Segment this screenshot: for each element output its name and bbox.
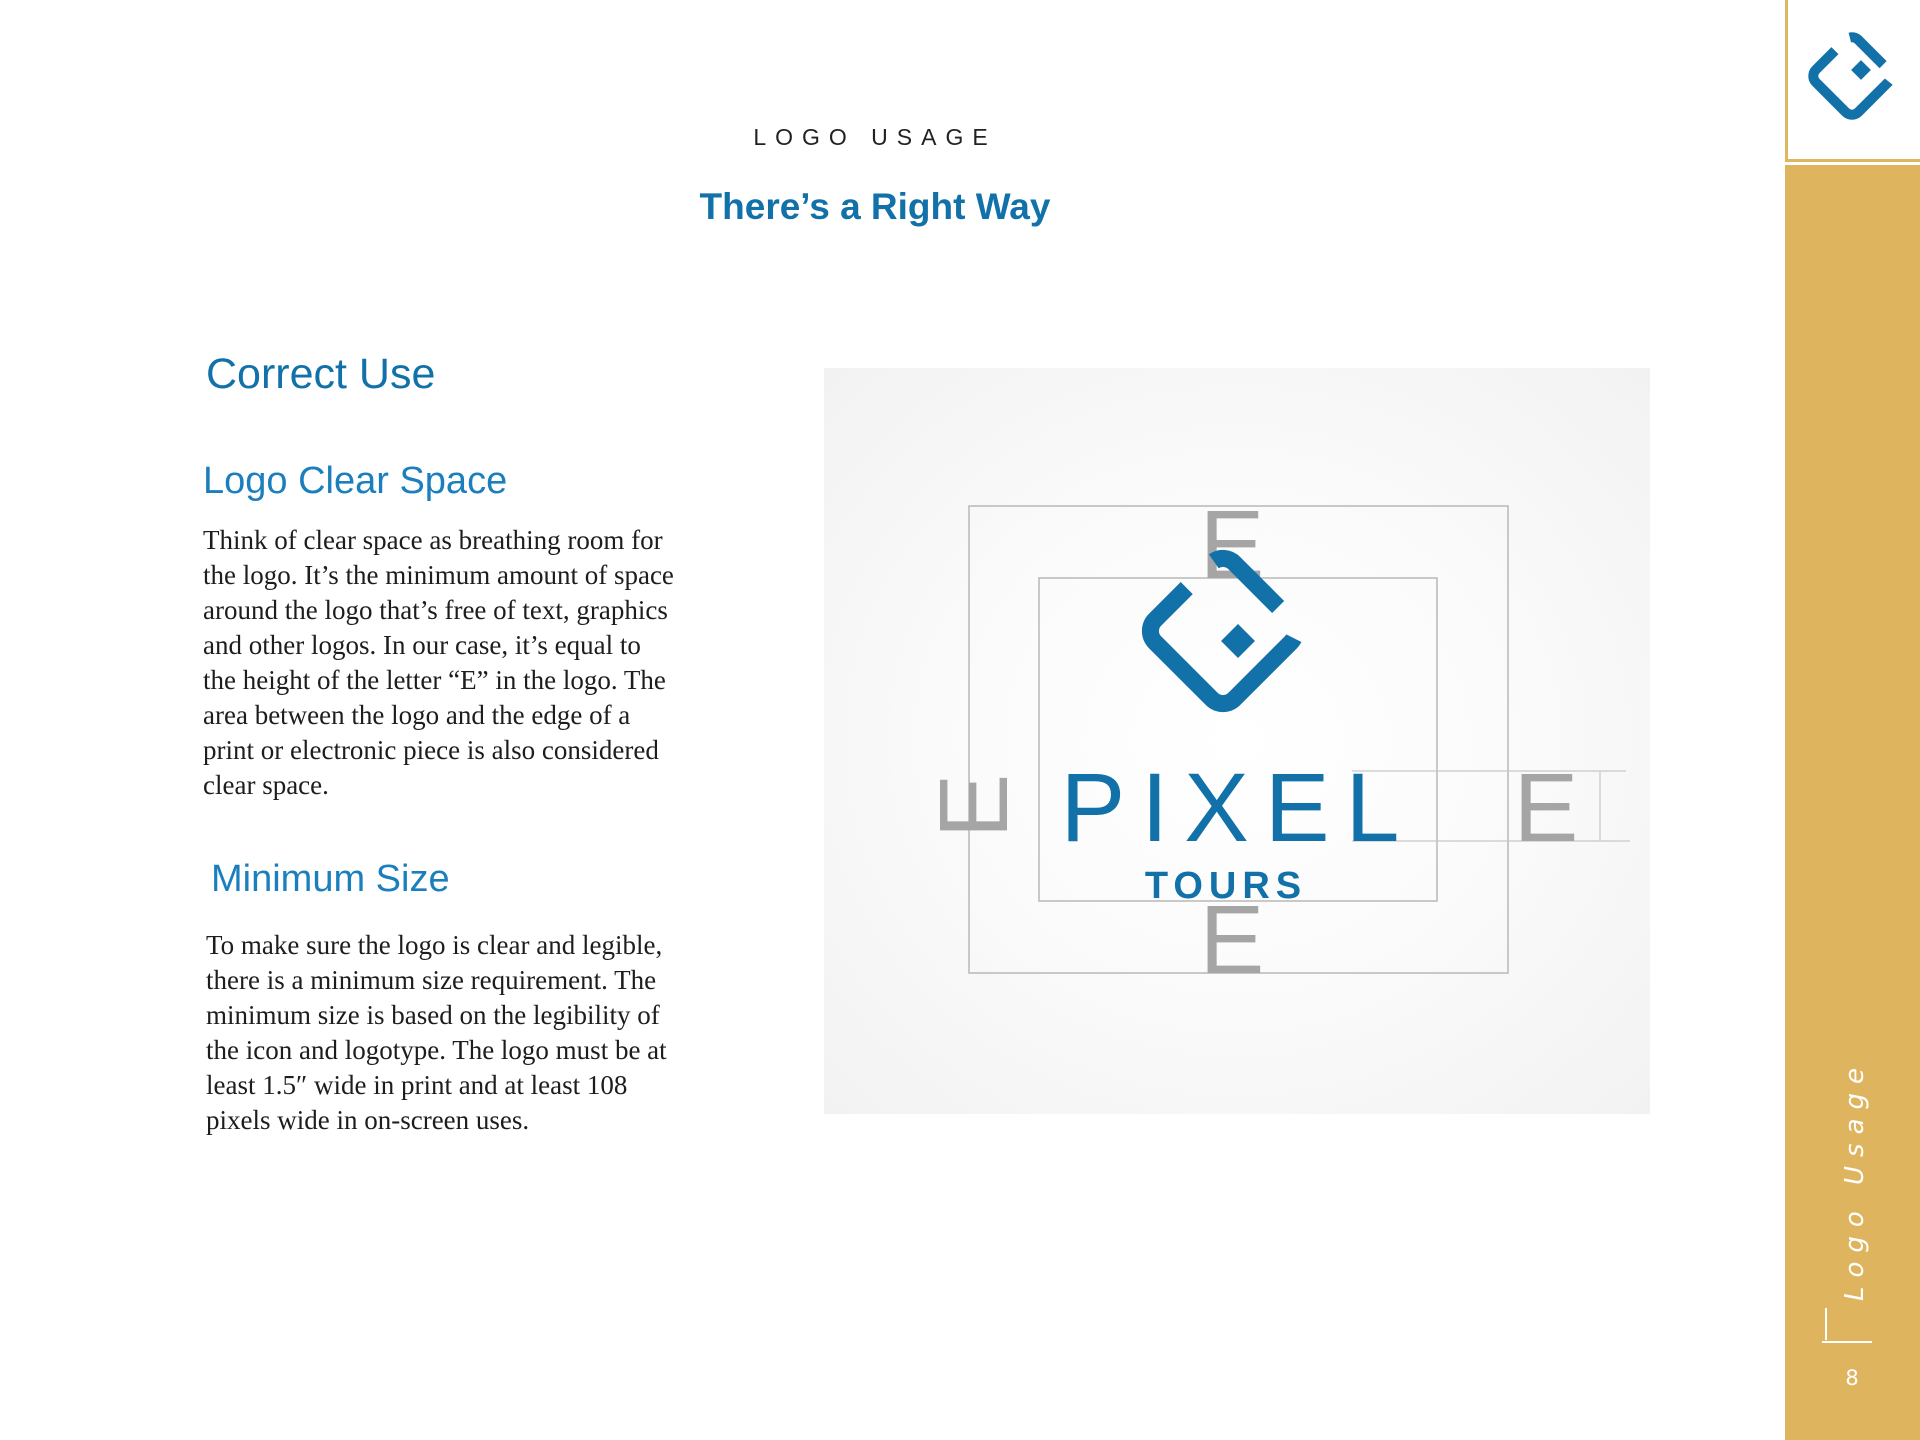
text-line: the logo. It’s the minimum amount of space <box>203 560 674 590</box>
text-line: the height of the letter “E” in the logo. The <box>203 665 666 695</box>
logo-tagline: TOURS <box>1144 865 1308 907</box>
clear-space-heading: Logo Clear Space <box>203 460 508 502</box>
logo-wordmark: PIXEL <box>1060 753 1416 862</box>
page-headline: There’s a Right Way <box>699 186 1051 227</box>
sidebar-section-label-text: Logo Usage <box>1840 1058 1870 1302</box>
sidebar-divider <box>1825 1308 1827 1340</box>
text-line: minimum size is based on the legibility of <box>206 1000 660 1030</box>
text-line: least 1.5″ wide in print and at least 108 <box>206 1070 628 1100</box>
clear-space-paragraph <box>203 523 723 803</box>
section-title: Correct Use <box>206 350 436 398</box>
text-line: print or electronic piece is also considered <box>203 735 659 765</box>
text-line: around the logo that’s free of text, graphics <box>203 595 668 625</box>
text-line: there is a minimum size requirement. The <box>206 965 657 995</box>
sidebar-divider <box>1822 1341 1872 1343</box>
sidebar-logo-tab <box>1785 0 1920 162</box>
clear-space-e-top: E <box>1199 490 1265 599</box>
section-kicker: LOGO USAGE <box>753 124 997 150</box>
text-line: the icon and logotype. The logo must be at <box>206 1035 667 1065</box>
text-line: To make sure the logo is clear and legible, <box>206 930 663 960</box>
text-line: Think of clear space as breathing room for <box>203 525 663 555</box>
page-number: 8 <box>1845 1366 1859 1390</box>
clear-space-illustration <box>824 368 1650 1114</box>
minimum-size-heading: Minimum Size <box>211 858 450 900</box>
pixel-tours-diamond-icon <box>1788 0 1920 159</box>
clear-space-diagram <box>824 368 1650 1114</box>
text-line: clear space. <box>203 770 329 800</box>
clear-space-e-left: E <box>919 773 1028 839</box>
minimum-size-paragraph <box>206 928 726 1138</box>
text-line: pixels wide in on-screen uses. <box>206 1105 530 1135</box>
clear-space-e-bottom: E <box>1199 885 1265 994</box>
text-line: and other logos. In our case, it’s equal to <box>203 630 641 660</box>
clear-space-e-right: E <box>1513 753 1579 862</box>
text-line: area between the logo and the edge of a <box>203 700 631 730</box>
